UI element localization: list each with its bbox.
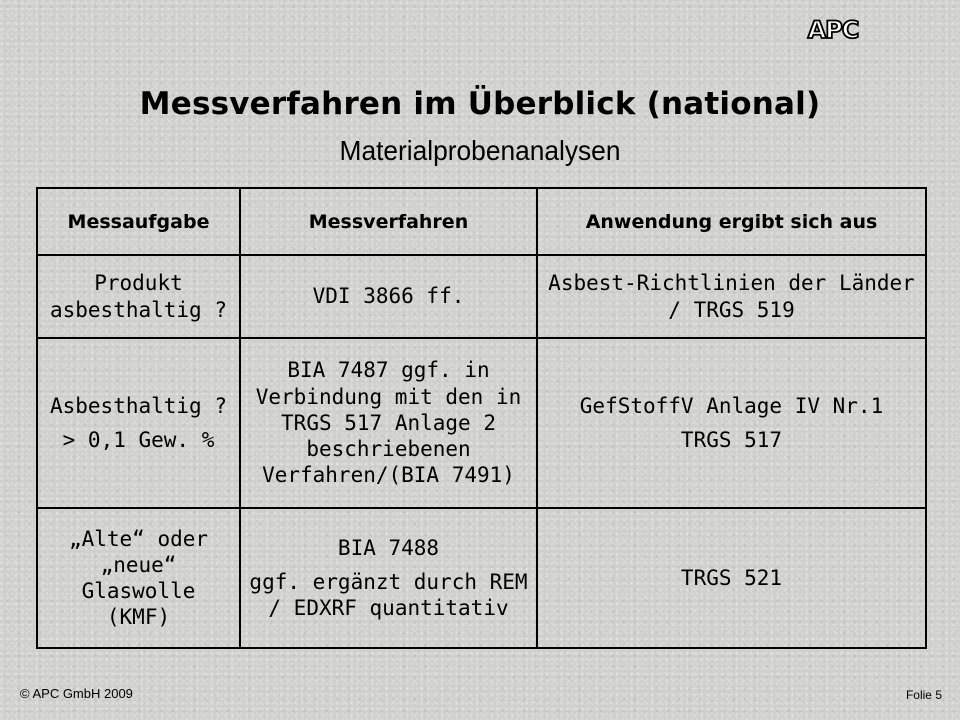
- cell-basis: [537, 255, 926, 338]
- table-row: [37, 255, 926, 338]
- logo-text: APC: [807, 16, 859, 44]
- cell-text: TRGS 521: [680, 565, 783, 590]
- table-header-row: [37, 188, 926, 255]
- cell-method: [240, 338, 537, 508]
- footer-copyright: © APC GmbH 2009: [20, 686, 133, 701]
- header-anwendung: Anwendung ergibt sich aus: [537, 188, 926, 255]
- header-messverfahren: Messverfahren: [240, 188, 537, 255]
- header-messaufgabe: Messaufgabe: [37, 188, 240, 255]
- cell-method: [240, 508, 537, 648]
- cell-text: TRGS 517: [680, 428, 783, 452]
- cell-text: Produkt asbesthaltig ?: [49, 271, 227, 322]
- cell-text: BIA 7488: [337, 535, 440, 560]
- cell-method: [240, 255, 537, 338]
- table-row: [37, 338, 926, 508]
- cell-task: [37, 508, 240, 648]
- methods-table: [36, 187, 927, 649]
- cell-task: [37, 255, 240, 338]
- cell-text: Asbesthaltig ?: [49, 393, 227, 418]
- cell-text: „Alte“ oder „neue“ Glaswolle (KMF): [68, 526, 209, 630]
- apc-logo: [800, 14, 866, 44]
- cell-basis: [537, 338, 926, 508]
- cell-basis: [537, 508, 926, 648]
- cell-task: [37, 338, 240, 508]
- table-row: [37, 508, 926, 648]
- cell-text: Asbest-Richtlinien der Länder / TRGS 519: [548, 271, 915, 322]
- cell-text: > 0,1 Gew. %: [62, 428, 215, 452]
- slide-subtitle: Materialprobenanalysen: [339, 135, 621, 166]
- cell-text: BIA 7487 ggf. in Verbindung mit den in TRGS 517 Anlage 2 beschriebenen Verfahren/(BIA 7491): [255, 358, 522, 488]
- cell-text: ggf. ergänzt durch REM / EDXRF quantitativ: [249, 569, 528, 621]
- footer-slide-number: Folie 5: [905, 688, 942, 702]
- cell-text: GefStoffV Anlage IV Nr.1: [579, 393, 884, 418]
- slide-title: Messverfahren im Überblick (national): [139, 86, 821, 122]
- cell-text: VDI 3866 ff.: [312, 284, 465, 309]
